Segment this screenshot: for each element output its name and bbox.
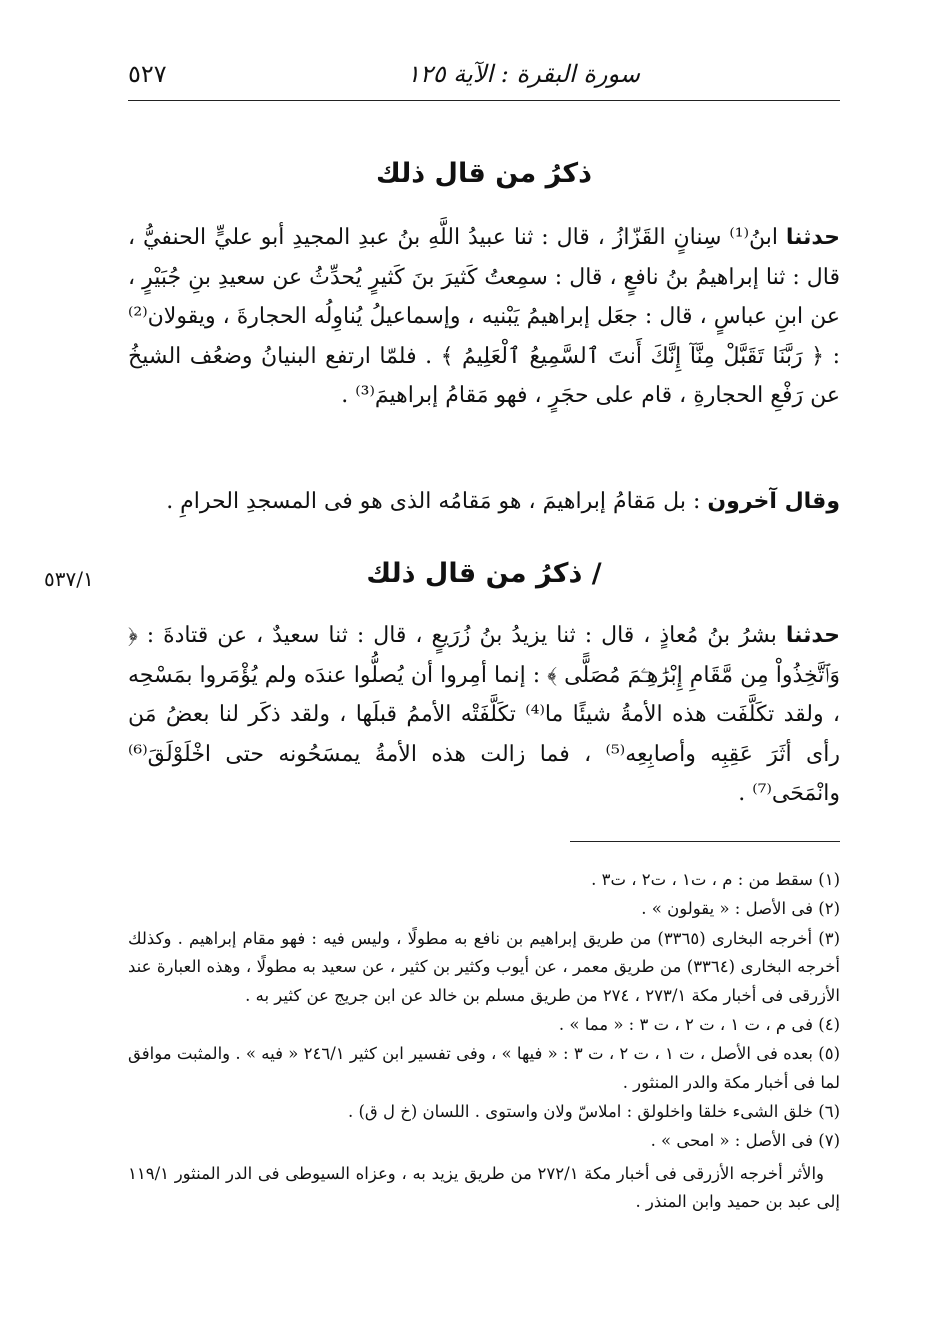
paragraph-lead: حدثنا — [785, 225, 840, 250]
page-number: ٥٢٧ — [128, 60, 167, 88]
margin-reference: ٥٣٧/١ — [44, 567, 94, 591]
paragraph-text: ابنُ⁽¹⁾ سِنانٍ القَزّازُ ، قال : ثنا عبيدُ اللَّهِ بنُ عبدِ المجيدِ أبو عليٍّ الحنفيُّ ، قال : ثنا إبراهيمُ بنُ نافعٍ ، قال : سمِعتُ كَثيرَ بنَ كَثيرٍ يُحدِّثُ عن سعيدِ بنِ جُبَيْرٍ ، عن ابنِ عباسٍ ، قال : جعَل إبراهيمُ يَبْنيه ، وإسماعيلُ يُناوِلُه الحجارةَ ، ويقولان⁽²⁾ : ﴿ رَبَّنَا تَقَبَّلْ مِنَّآ إِنَّكَ أَنتَ ٱلسَّمِيعُ ٱلْعَلِيمُ ﴾ . فلمّا ارتفع البنيانُ وضعُف الشيخُ عن رَفْعِ الحجارةِ ، قام على حجَرٍ ، فهو مَقامُ إبراهيمَ⁽³⁾ . — [128, 225, 840, 409]
paragraph-lead: حدثنا — [785, 623, 840, 648]
footnotes — [128, 866, 840, 1218]
footnote-rule — [570, 841, 840, 842]
section-heading-2: / ذكرُ من قال ذلك — [366, 558, 602, 589]
paragraph-lead: وقال آخرون — [707, 489, 840, 514]
header-rule — [128, 100, 840, 101]
footnote-1: (١) سقط من : م ، ت١ ، ت٢ ، ت٣ . — [591, 870, 840, 889]
section-heading-1: ذكرُ من قال ذلك — [376, 158, 592, 189]
paragraph-2 — [128, 482, 840, 522]
footnote-4: (٤) فى م ، ت ١ ، ت ٢ ، ت ٣ : « مما » . — [558, 1014, 840, 1034]
paragraph-1 — [128, 218, 840, 416]
footnote-6: (٦) خلق الشىء خلقا واخلولق : املاسّ ولان واستوى . اللسان (خ ل ق) . — [347, 1102, 840, 1121]
footnote-continuation: والأثر أخرجه الأزرقى فى أخبار مكة ٢٧٢/١ من طريق يزيد به ، وعزاه السيوطى فى الدر المنثور ١١٩/١ إلى عبد بن حميد وابن المنذر . — [128, 1163, 840, 1212]
paragraph-text: : بل مَقامُ إبراهيمَ ، هو مَقامُه الذى هو فى المسجدِ الحرامِ . — [166, 489, 701, 514]
running-title: سورة البقرة : الآية ١٢٥ — [406, 60, 640, 88]
running-head — [128, 58, 840, 94]
footnote-2: (٢) فى الأصل : « يقولون » . — [641, 899, 840, 919]
paragraph-3 — [128, 616, 840, 814]
paragraph-text: بشرُ بنُ مُعاذٍ ، قال : ثنا يزيدُ بنُ زُرَيعٍ ، قال : ثنا سعيدٌ ، عن قتادةَ : ﴿ وَٱتَّخِذُواْ مِن مَّقَامِ إِبْرَٰهِـۧمَ مُصَلًّى ﴾ : إنما أمِروا أن يُصلُّوا عندَه ولم يُؤْمَروا بمَسْحِه ، ولقد تكَلَّفَت هذه الأمةُ شيئًا ما⁽⁴⁾ تكَلَّفَتْه الأممُ قبلَها ، ولقد ذكَر لنا بعضُ مَن رأى أثَرَ عَقِبِه وأصابِعِه⁽⁵⁾ ، فما زالت هذه الأمةُ يمسَحُونه حتى اخْلَوْلَقَ⁽⁶⁾ وانْمَحَى⁽⁷⁾ . — [128, 623, 841, 807]
footnote-7: (٧) فى الأصل : « امحى » . — [650, 1131, 840, 1151]
footnote-3: (٣) أخرجه البخارى (٣٣٦٥) من طريق إبراهيم بن نافع به مطولًا ، وليس فيه : فهو مقام إبراهيم . وكذلك أخرجه البخارى (٣٣٦٤) من طريق معمر ، عن أيوب وكثير بن كثير ، عن سعيد به مطولًا ، وهذه العبارة عند الأزرقى فى أخبار مكة ٢٧٣/١ ، ٢٧٤ من طريق مسلم بن خالد عن ابن جريج عن كثير به . — [128, 928, 840, 1005]
footnote-5: (٥) بعده فى الأصل ، ت ١ ، ت ٢ ، ت ٣ : « فيها » ، وفى تفسير ابن كثير ٢٤٦/١ « فيه » . والمثبت موافق لما فى أخبار مكة والدر المنثور . — [128, 1044, 841, 1092]
